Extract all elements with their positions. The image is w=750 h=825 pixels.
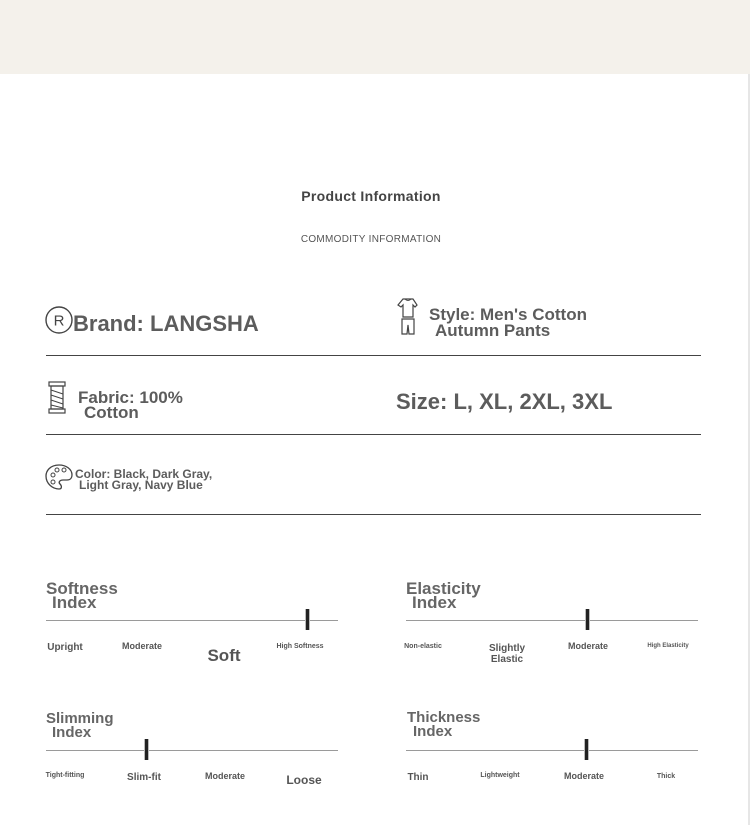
elasticity-level-high: High Elasticity [647, 643, 689, 649]
registered-icon [44, 305, 74, 340]
clothing-icon [395, 297, 421, 342]
svg-text:R: R [53, 312, 65, 330]
softness-index-title: Softness Index [46, 579, 118, 612]
color-line2: Light Gray, Navy Blue [79, 478, 203, 492]
style-line2: Autumn Pants [435, 321, 551, 340]
slimming-index-marker [144, 739, 149, 760]
divider-3 [46, 514, 701, 515]
elasticity-level-slightly-elastic: Slightly Elastic [488, 643, 526, 665]
section-title: Product Information [301, 188, 441, 204]
section-subtitle: COMMODITY INFORMATION [300, 234, 442, 245]
fabric-label [78, 389, 183, 421]
style-label [429, 306, 587, 339]
slimming-level-loose: Loose [286, 773, 322, 787]
color-line1: Color: Black, Dark Gray, [75, 467, 213, 481]
elasticity-index-marker [585, 609, 590, 630]
top-banner-band [0, 0, 750, 74]
brand-label: Brand: LANGSHA [73, 311, 259, 336]
thickness-index-track [406, 750, 698, 751]
elasticity-level-moderate: Moderate [567, 641, 608, 651]
softness-level-upright: Upright [47, 642, 83, 653]
thickness-level-moderate: Moderate [563, 771, 604, 781]
slimming-level-moderate: Moderate [204, 771, 245, 781]
softness-index-marker [305, 609, 310, 630]
slimming-level-tight-fitting: Tight-fitting [45, 772, 85, 779]
fabric-line1: Fabric: 100% [78, 388, 183, 407]
style-line1: Style: Men's Cotton [429, 305, 587, 324]
divider-2 [46, 434, 701, 435]
thickness-level-thin: Thin [407, 772, 429, 783]
softness-index-track [46, 620, 338, 621]
slimming-index-track [46, 750, 338, 751]
elasticity-index-title: Elasticity Index [406, 579, 481, 612]
slimming-level-slim-fit: Slim-fit [127, 772, 161, 783]
thickness-index-marker [584, 739, 589, 760]
size-label: Size: L, XL, 2XL, 3XL [396, 389, 613, 414]
thread-spool-icon [47, 381, 67, 420]
color-label [75, 468, 212, 491]
softness-level-moderate: Moderate [121, 641, 162, 651]
softness-level-soft: Soft [207, 646, 241, 665]
elasticity-index-track [406, 620, 698, 621]
elasticity-level-non-elastic: Non-elastic [404, 643, 442, 650]
slimming-index-title: Slimming Index [46, 710, 114, 741]
fabric-line2: Cotton [84, 403, 139, 422]
softness-level-high: High Softness [276, 643, 324, 650]
palette-icon [44, 463, 74, 496]
thickness-level-thick: Thick [656, 773, 676, 780]
thickness-level-lightweight: Lightweight [480, 772, 520, 779]
thickness-index-title: Thickness Index [407, 709, 481, 740]
divider-1 [46, 355, 701, 356]
